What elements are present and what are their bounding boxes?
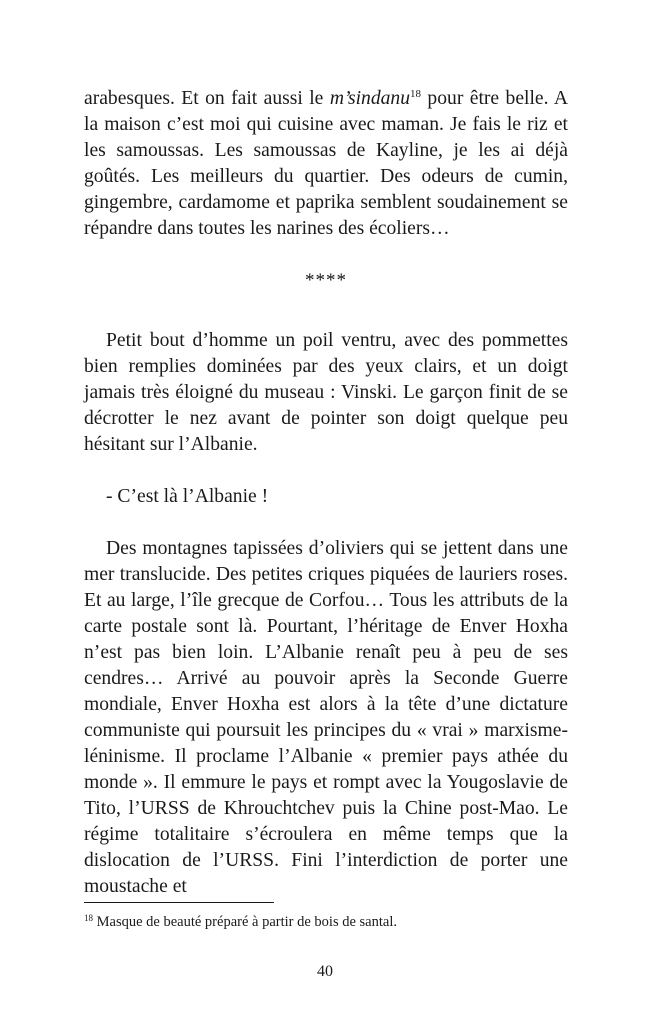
paragraph-albania: Des montagnes tapissées d’oliviers qui se jettent dans une mer translucide. Des petites criques piquées de lauriers roses. Et au large, l’île grecque de Corfou… Tous les attributs de la carte postale sont là. Pourtant, l’héritage de Enver Hoxha n’est pas bien loin. L’Albanie renaît peu à peu de ses cendres… Arrivé au pouvoir après la Seconde Guerre mondiale, Enver Hoxha est alors à la tête d’une dictature communiste qui poursuit les principes du « vrai » marxisme-léninisme. Il proclame l’Albanie « premier pays athée du monde ». Il emmure le pays et rompt avec la Yougoslavie de Tito, l’URSS de Khrouchtchev puis la Chine post-Mao. Le régime totalitaire s’écroulera en même temps que la dislocation de l’URSS. Fini l’interdiction de porter une moustache et <box>84 538 568 897</box>
page-number: 40 <box>317 963 333 980</box>
footnote-reference[interactable]: 18 <box>410 88 422 100</box>
spacer <box>84 458 568 484</box>
paragraph-continuation <box>84 86 568 242</box>
page-body <box>84 86 568 900</box>
paragraph-text-start: arabesques. Et on fait aussi le <box>84 88 330 109</box>
spacer <box>84 242 568 268</box>
spacer <box>84 294 568 320</box>
paragraph-text-end: pour être belle. A la maison c’est moi qui cuisine avec maman. Je fais le riz et les samoussas. Les samoussas de Kayline, je les ai déjà goûtés. Les meilleurs du quartier. Des odeurs de cumin, gingembre, cardamome et paprika semblent soudainement se répandre dans toutes les narines des écoliers… <box>84 88 569 239</box>
footnote <box>84 913 568 931</box>
dialogue-line: - C’est là l’Albanie ! <box>106 486 269 507</box>
footnote-number: 18 <box>84 913 93 923</box>
paragraph-vinski: Petit bout d’homme un poil ventru, avec des pommettes bien remplies dominées par des yeux clairs, et un doigt jamais très éloigné du museau : Vinski. Le garçon finit de se décrotter le nez avant de pointer son doigt quelque peu hésitant sur l’Albanie. <box>84 330 568 455</box>
spacer <box>84 510 568 536</box>
section-separator: **** <box>305 270 347 291</box>
footnote-divider <box>84 902 274 903</box>
spacer <box>84 320 568 328</box>
footnote-text: Masque de beauté préparé à partir de bois de santal. <box>93 914 397 930</box>
italic-term: m’sindanu <box>329 88 411 109</box>
